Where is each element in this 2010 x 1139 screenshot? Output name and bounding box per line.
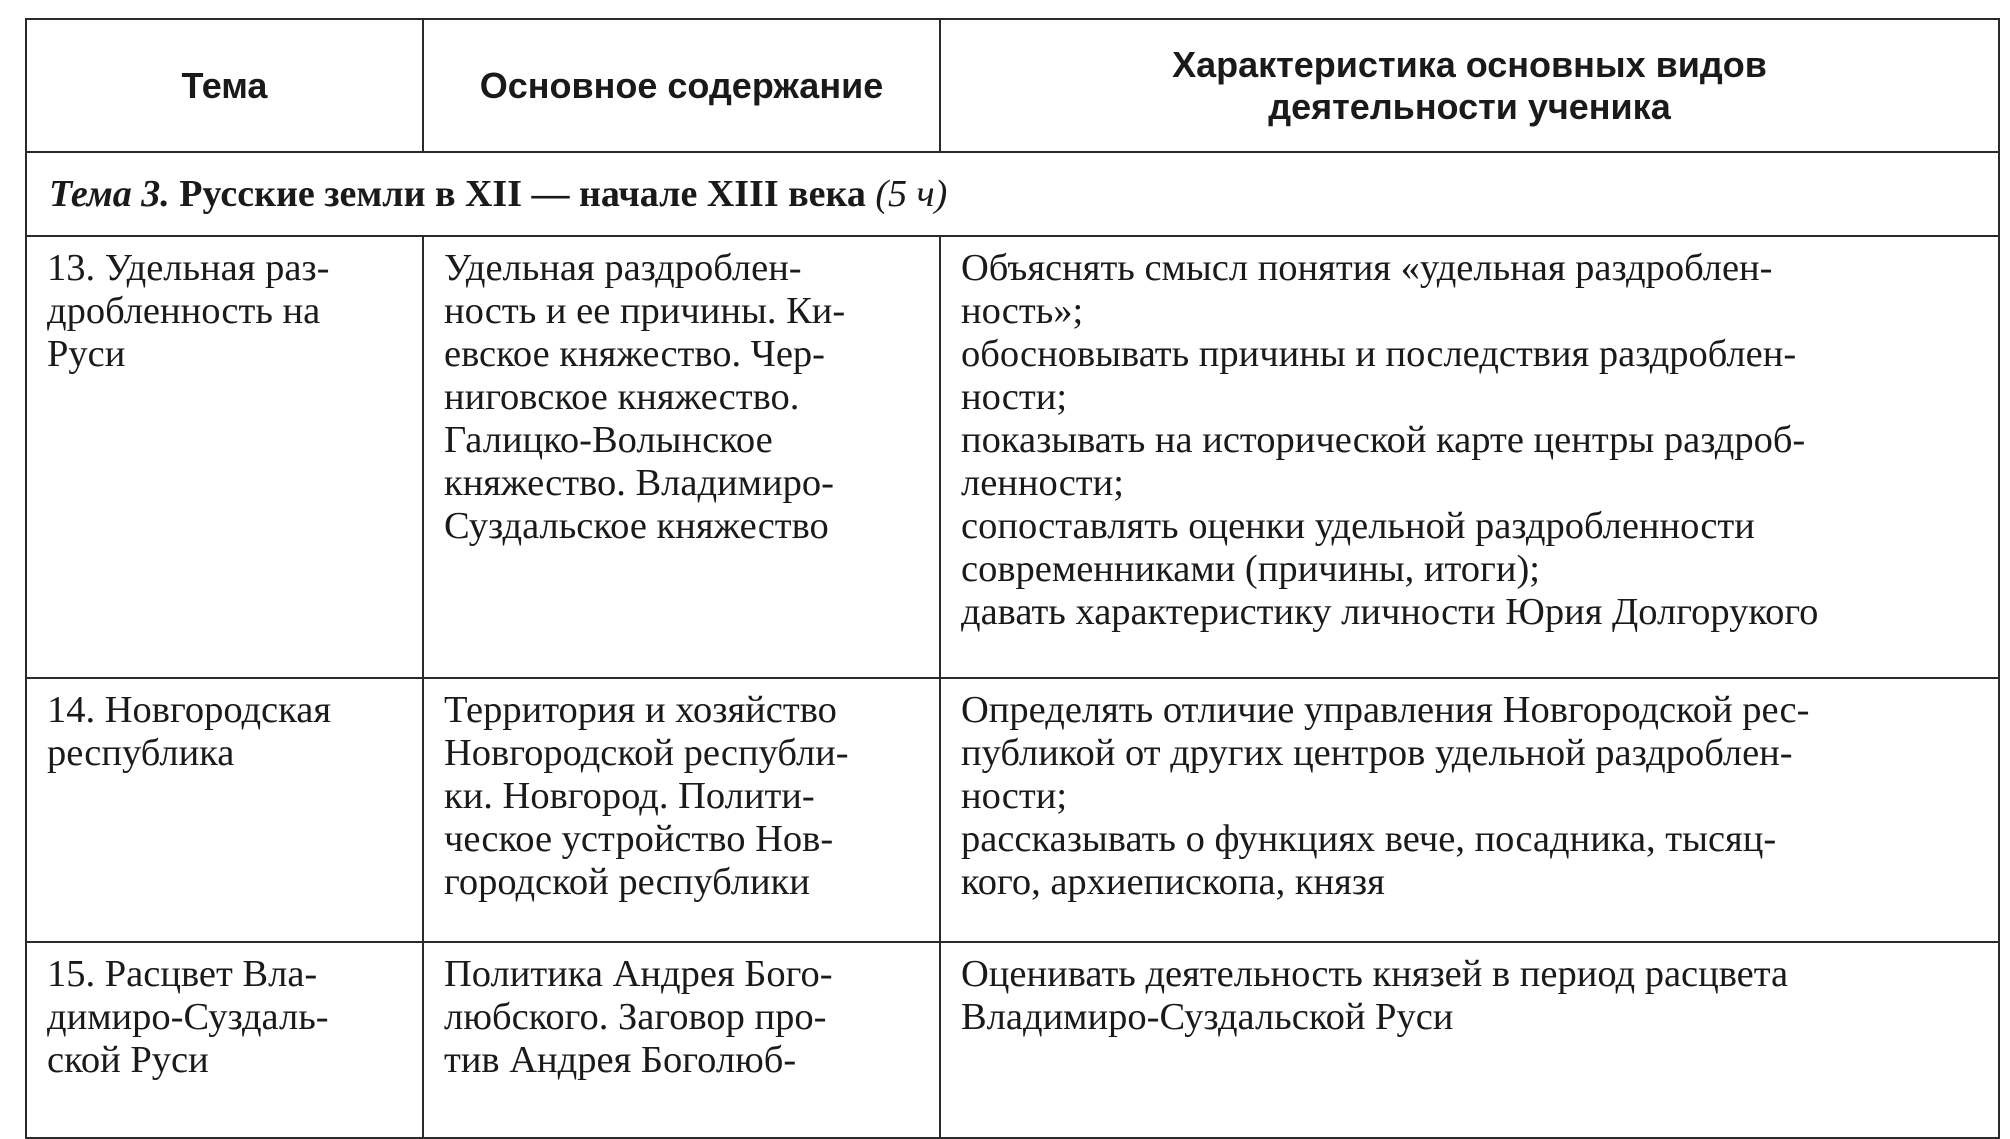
activities-cell	[940, 236, 1999, 678]
cell-text-line: ки. Новгород. Полити-	[444, 775, 815, 817]
cell-text-line: Определять отличие управления Новгородской рес-	[961, 689, 1810, 731]
cell-text-line: ности;	[961, 376, 1068, 418]
cell-text-line: сопоставлять оценки удельной раздробленности	[961, 505, 1755, 547]
cell-text-line: рассказывать о функциях вече, посадника, тысяц-	[961, 818, 1777, 860]
section-name: Русские земли в XII — начале XIII века	[179, 173, 866, 215]
topic-cell	[26, 678, 423, 942]
header-content	[423, 19, 940, 152]
table-row	[26, 678, 1999, 942]
header-content-label: Основное содержание	[479, 64, 884, 106]
topic-cell	[26, 236, 423, 678]
cell-text-line: евское княжество. Чер-	[444, 333, 825, 375]
cell-text-line: Объяснять смысл понятия «удельная раздроблен-	[961, 247, 1773, 289]
cell-text-line: современниками (причины, итоги);	[961, 548, 1540, 590]
cell-text-line: Оценивать деятельность князей в период расцвета	[961, 953, 1789, 995]
cell-text-line: ниговское княжество.	[444, 376, 800, 418]
activities-cell	[940, 942, 1999, 1138]
cell-text-line: ности;	[961, 775, 1068, 817]
cell-text-line: димиро-Суздаль-	[47, 996, 329, 1038]
cell-text-line: Галицко-Волынское	[444, 419, 773, 461]
header-activities	[940, 19, 1999, 152]
cell-text-line: городской республики	[444, 861, 810, 903]
topic-cell	[26, 942, 423, 1138]
cell-text-line: республика	[47, 732, 235, 774]
cell-text-line: 14. Новгородская	[47, 689, 332, 731]
header-activities-line2: деятельности ученика	[1268, 85, 1671, 127]
cell-text-line: ность и ее причины. Ки-	[444, 290, 846, 332]
section-title	[26, 152, 1999, 236]
content-cell	[423, 942, 940, 1138]
section-row	[26, 152, 1999, 236]
table-row	[26, 942, 1999, 1138]
table-row	[26, 236, 1999, 678]
header-topic-label: Тема	[181, 64, 268, 106]
cell-text-line: Суздальское княжество	[444, 505, 829, 547]
cell-text-line: кого, архиепископа, князя	[961, 861, 1385, 903]
cell-text-line: обосновывать причины и последствия раздроблен-	[961, 333, 1797, 375]
cell-text-line: тив Андрея Боголюб-	[444, 1039, 797, 1081]
cell-text-line: любского. Заговор про-	[444, 996, 827, 1038]
curriculum-table	[25, 18, 2000, 1139]
cell-text-line: публикой от других центров удельной раздроблен-	[961, 732, 1793, 774]
cell-text-line: Руси	[47, 333, 126, 375]
cell-text-line: Владимиро-Суздальской Руси	[961, 996, 1454, 1038]
cell-text-line: Территория и хозяйство	[444, 689, 837, 731]
section-label: Тема 3.	[49, 173, 170, 215]
cell-text-line: 15. Расцвет Вла-	[47, 953, 318, 995]
cell-text-line: ческое устройство Нов-	[444, 818, 834, 860]
header-activities-line1: Характеристика основных видов	[1172, 43, 1767, 85]
cell-text-line: княжество. Владимиро-	[444, 462, 834, 504]
cell-text-line: ность»;	[961, 290, 1084, 332]
cell-text-line: 13. Удельная раз-	[47, 247, 330, 289]
section-hours: (5 ч)	[875, 173, 948, 215]
cell-text-line: ской Руси	[47, 1039, 209, 1081]
cell-text-line: давать характеристику личности Юрия Долгорукого	[961, 591, 1819, 633]
activities-cell	[940, 678, 1999, 942]
cell-text-line: Политика Андрея Бого-	[444, 953, 833, 995]
cell-text-line: Удельная раздроблен-	[444, 247, 802, 289]
cell-text-line: ленности;	[961, 462, 1124, 504]
header-topic	[26, 19, 423, 152]
cell-text-line: показывать на исторической карте центры раздроб-	[961, 419, 1806, 461]
content-cell	[423, 678, 940, 942]
table-header-row	[26, 19, 1999, 152]
cell-text-line: дробленность на	[47, 290, 321, 332]
cell-text-line: Новгородской республи-	[444, 732, 849, 774]
content-cell	[423, 236, 940, 678]
